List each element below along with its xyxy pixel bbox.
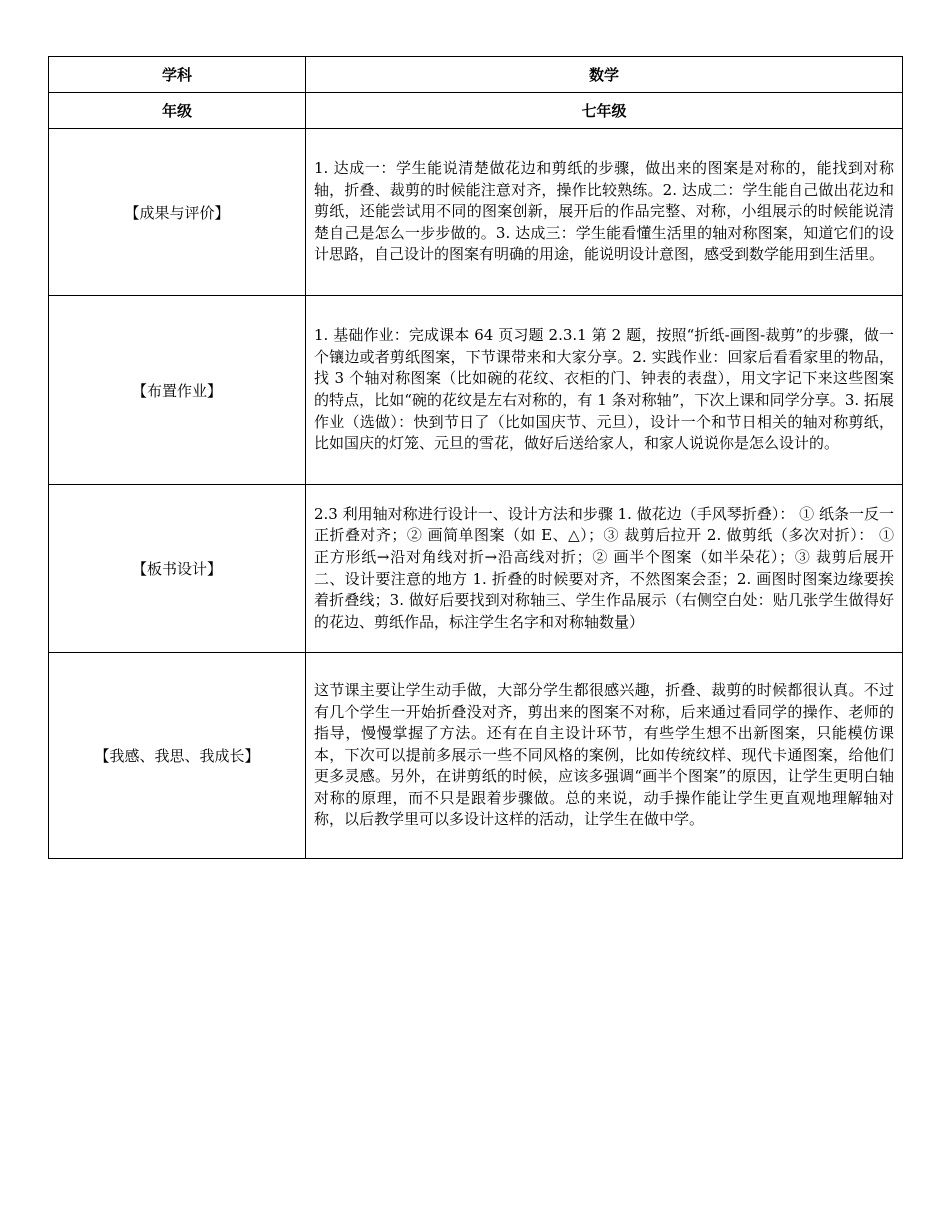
homework-row — [49, 296, 903, 485]
reflection-row — [49, 653, 903, 859]
board-design-label: 【板书设计】 — [49, 485, 306, 653]
lesson-plan-table — [48, 56, 903, 859]
reflection-label: 【我感、我思、我成长】 — [49, 653, 306, 859]
grade-label: 年级 — [49, 93, 306, 129]
board-design-content: 2.3 利用轴对称进行设计一、设计方法和步骤 1. 做花边（手风琴折叠）： ① 纸条一反一正折叠对齐；② 画简单图案（如 E、△）；③ 裁剪后拉开 2. 做剪纸（多次对折）： ① 正方形纸→沿对角线对折→沿高线对折；② 画半个图案（如半朵花）；③ 裁剪后展开二、设计要注意的地方 1. 折叠的时候要对齐，不然图案会歪；2. 画图时图案边缘要挨着折叠线；3. 做好后要找到对称轴三、学生作品展示（右侧空白处：贴几张学生做得好的花边、剪纸作品，标注学生名字和对称轴数量） — [306, 485, 903, 653]
grade-value: 七年级 — [306, 93, 903, 129]
subject-label: 学科 — [49, 57, 306, 93]
homework-label: 【布置作业】 — [49, 296, 306, 485]
homework-content: 1. 基础作业：完成课本 64 页习题 2.3.1 第 2 题，按照“折纸-画图-裁剪”的步骤，做一个镶边或者剪纸图案，下节课带来和大家分享。2. 实践作业：回家后看看家里的物品，找 3 个轴对称图案（比如碗的花纹、衣柜的门、钟表的表盘），用文字记下来这些图案的特点，比如“碗的花纹是左右对称的，有 1 条对称轴”，下次上课和同学分享。3. 拓展作业（选做）：快到节日了（比如国庆节、元旦），设计一个和节日相关的轴对称剪纸，比如国庆的灯笼、元旦的雪花，做好后送给家人，和家人说说你是怎么设计的。 — [306, 296, 903, 485]
grade-row — [49, 93, 903, 129]
subject-row — [49, 57, 903, 93]
outcome-evaluation-content: 1. 达成一：学生能说清楚做花边和剪纸的步骤，做出来的图案是对称的，能找到对称轴，折叠、裁剪的时候能注意对齐，操作比较熟练。2. 达成二：学生能自己做出花边和剪纸，还能尝试用不同的图案创新，展开后的作品完整、对称，小组展示的时候能说清楚自己是怎么一步步做的。3. 达成三：学生能看懂生活里的轴对称图案，知道它们的设计思路，自己设计的图案有明确的用途，能说明设计意图，感受到数学能用到生活里。 — [306, 129, 903, 296]
outcome-evaluation-label: 【成果与评价】 — [49, 129, 306, 296]
reflection-content: 这节课主要让学生动手做，大部分学生都很感兴趣，折叠、裁剪的时候都很认真。不过有几个学生一开始折叠没对齐，剪出来的图案不对称，后来通过看同学的操作、老师的指导，慢慢掌握了方法。还有在自主设计环节，有些学生想不出新图案，只能模仿课本，下次可以提前多展示一些不同风格的案例，比如传统纹样、现代卡通图案，给他们更多灵感。另外，在讲剪纸的时候，应该多强调“画半个图案”的原因，让学生更明白轴对称的原理，而不只是跟着步骤做。总的来说，动手操作能让学生更直观地理解轴对称，以后教学里可以多设计这样的活动，让学生在做中学。 — [306, 653, 903, 859]
board-design-row — [49, 485, 903, 653]
outcome-evaluation-row — [49, 129, 903, 296]
subject-value: 数学 — [306, 57, 903, 93]
